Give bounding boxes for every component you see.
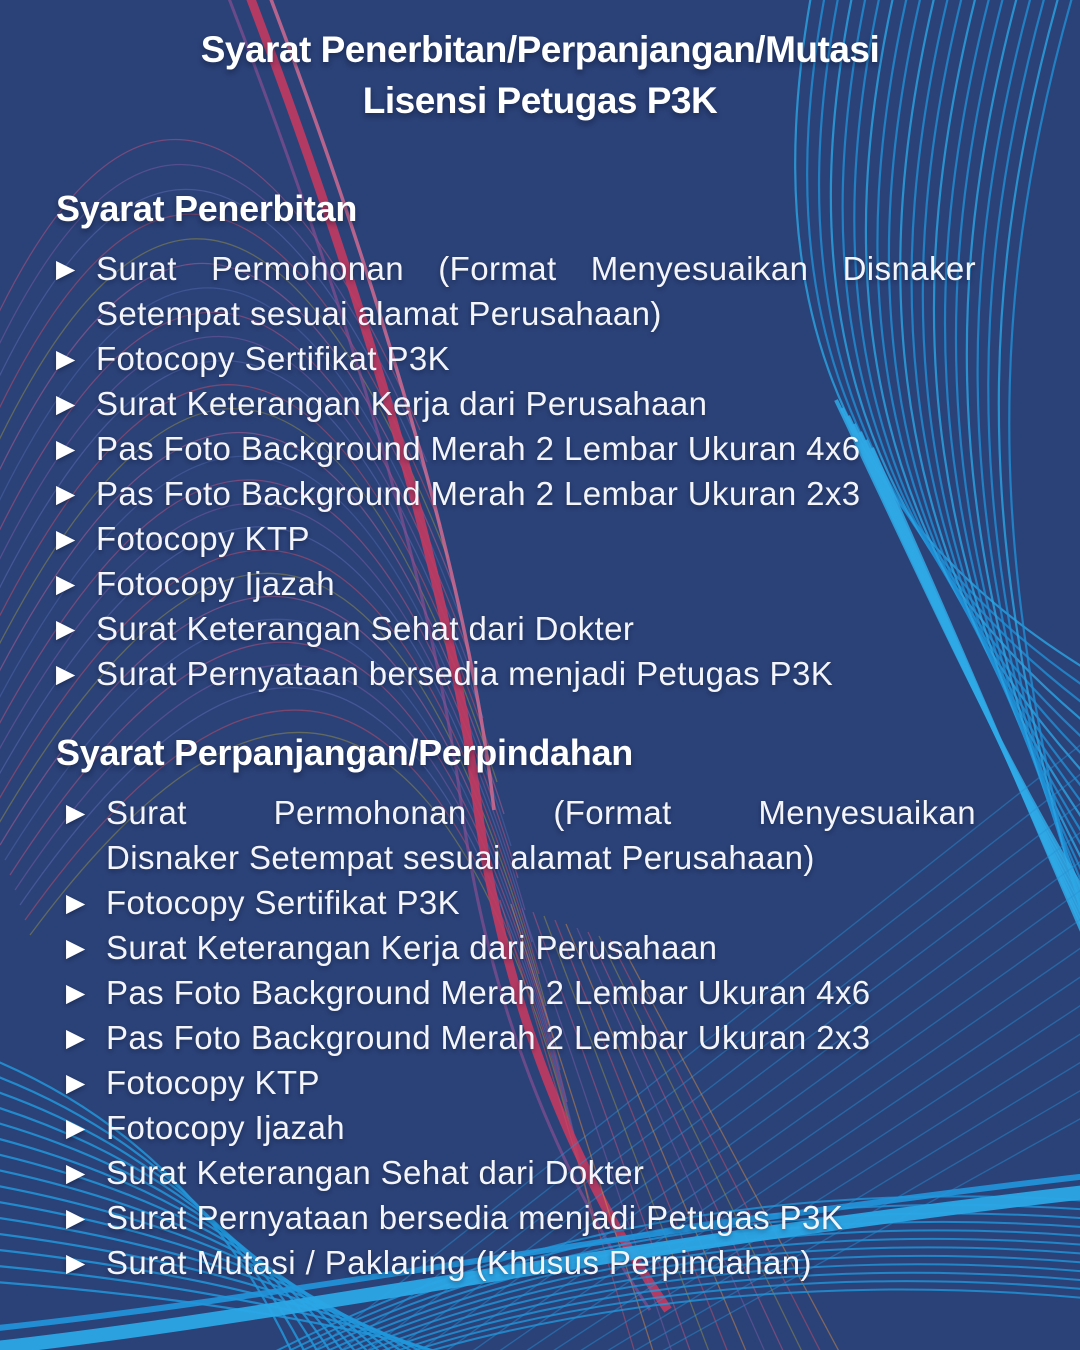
bullet-triangle-icon: ▶	[66, 1158, 86, 1187]
bullet-triangle-icon: ▶	[66, 1248, 86, 1277]
list-item	[56, 606, 976, 651]
list-item	[56, 1105, 976, 1150]
section-penerbitan	[0, 186, 1080, 696]
list-item	[56, 1240, 976, 1285]
list-item-text	[96, 516, 976, 561]
page-title	[0, 0, 1080, 126]
list-item-text	[106, 1015, 976, 1060]
list-item	[56, 1150, 976, 1195]
list-item-text	[106, 880, 976, 925]
item-text-line: Setempat sesuai alamat Perusahaan)	[96, 295, 662, 332]
list-item	[56, 1015, 976, 1060]
list-item-text	[106, 1195, 976, 1240]
item-text-line: Disnaker Setempat sesuai alamat Perusahaan)	[106, 839, 815, 876]
list-item	[56, 246, 976, 336]
list-item-text	[106, 1060, 976, 1105]
list-item	[56, 1195, 976, 1240]
bullet-triangle-icon: ▶	[56, 569, 76, 598]
list-item-text	[96, 651, 976, 696]
item-text-line: Fotocopy KTP	[96, 520, 310, 557]
list-item-text	[96, 426, 976, 471]
list-item	[56, 1060, 976, 1105]
item-text-line: Fotocopy KTP	[106, 1064, 320, 1101]
page-title-line2: Lisensi Petugas P3K	[362, 80, 718, 121]
item-text-line: Pas Foto Background Merah 2 Lembar Ukuran 4x6	[106, 974, 871, 1011]
bullet-triangle-icon: ▶	[66, 1203, 86, 1232]
item-text-line: Surat Keterangan Sehat dari Dokter	[106, 1154, 645, 1191]
item-text-line: Fotocopy Ijazah	[106, 1109, 345, 1146]
bullet-triangle-icon: ▶	[66, 888, 86, 917]
item-text-line: Pas Foto Background Merah 2 Lembar Ukuran 4x6	[96, 430, 861, 467]
item-text-line: Pas Foto Background Merah 2 Lembar Ukuran 2x3	[106, 1019, 871, 1056]
list-item	[56, 516, 976, 561]
bullet-triangle-icon: ▶	[56, 614, 76, 643]
bullet-triangle-icon: ▶	[66, 798, 86, 827]
list-item	[56, 381, 976, 426]
bullet-triangle-icon: ▶	[66, 1023, 86, 1052]
list-item-text	[106, 1240, 976, 1285]
requirements-list-perpanjangan	[56, 790, 976, 1285]
bullet-triangle-icon: ▶	[56, 344, 76, 373]
list-item-text	[96, 471, 976, 516]
bullet-triangle-icon: ▶	[56, 479, 76, 508]
list-item-text	[96, 381, 976, 426]
bullet-triangle-icon: ▶	[56, 434, 76, 463]
bullet-triangle-icon: ▶	[66, 978, 86, 1007]
list-item-text	[106, 970, 976, 1015]
list-item-text	[96, 336, 976, 381]
list-item-text	[96, 561, 976, 606]
section-heading-perpanjangan: Syarat Perpanjangan/Perpindahan	[56, 732, 633, 773]
requirements-list-penerbitan	[56, 246, 976, 696]
list-item-text	[96, 246, 976, 336]
bullet-triangle-icon: ▶	[66, 1068, 86, 1097]
bullet-triangle-icon: ▶	[66, 933, 86, 962]
item-text-line: Fotocopy Ijazah	[96, 565, 335, 602]
list-item	[56, 880, 976, 925]
bullet-triangle-icon: ▶	[56, 659, 76, 688]
item-text-line: Surat Keterangan Kerja dari Perusahaan	[96, 385, 708, 422]
item-text-line: Surat Mutasi / Paklaring (Khusus Perpindahan)	[106, 1244, 812, 1281]
bullet-triangle-icon: ▶	[66, 1113, 86, 1142]
list-item	[56, 561, 976, 606]
list-item	[56, 651, 976, 696]
item-text-line: Fotocopy Sertifikat P3K	[106, 884, 461, 921]
bullet-triangle-icon: ▶	[56, 389, 76, 418]
item-text-line: Surat Keterangan Kerja dari Perusahaan	[106, 929, 718, 966]
list-item-text	[106, 1105, 976, 1150]
list-item-text	[106, 790, 976, 880]
item-text-line: Surat Pernyataan bersedia menjadi Petugas P3K	[96, 655, 834, 692]
bullet-triangle-icon: ▶	[56, 524, 76, 553]
list-item	[56, 790, 976, 880]
list-item	[56, 925, 976, 970]
list-item-text	[106, 925, 976, 970]
list-item-text	[106, 1150, 976, 1195]
item-text-line: Surat Permohonan (Format Menyesuaikan	[106, 794, 976, 831]
item-text-line: Surat Pernyataan bersedia menjadi Petugas P3K	[106, 1199, 844, 1236]
item-text-line: Surat Permohonan (Format Menyesuaikan Disnaker	[96, 250, 976, 287]
item-text-line: Pas Foto Background Merah 2 Lembar Ukuran 2x3	[96, 475, 861, 512]
bullet-triangle-icon: ▶	[56, 254, 76, 283]
list-item-text	[96, 606, 976, 651]
item-text-line: Fotocopy Sertifikat P3K	[96, 340, 451, 377]
list-item	[56, 426, 976, 471]
section-heading-penerbitan: Syarat Penerbitan	[56, 188, 358, 229]
section-perpanjangan	[0, 730, 1080, 1285]
list-item	[56, 336, 976, 381]
list-item	[56, 471, 976, 516]
item-text-line: Surat Keterangan Sehat dari Dokter	[96, 610, 635, 647]
page-title-line1: Syarat Penerbitan/Perpanjangan/Mutasi	[200, 29, 880, 70]
list-item	[56, 970, 976, 1015]
